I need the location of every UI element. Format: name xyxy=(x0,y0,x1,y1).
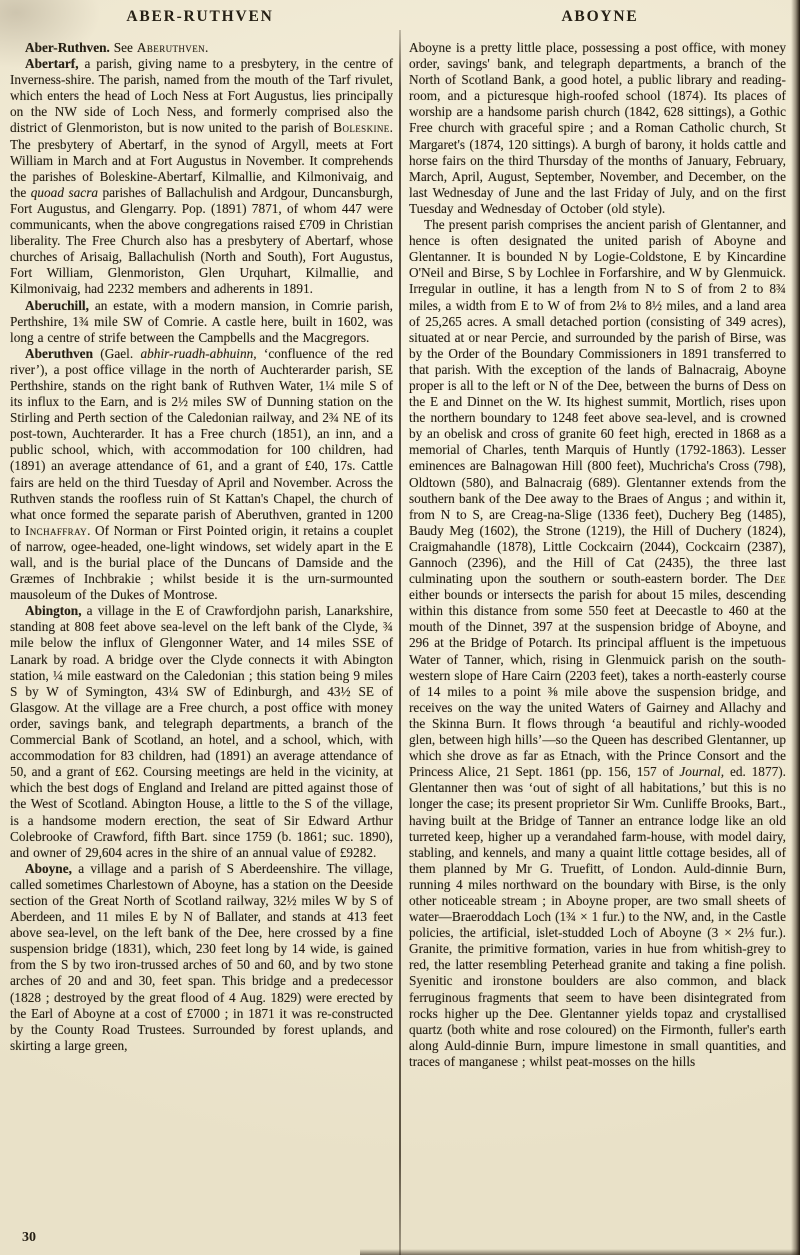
text-segment-plain: a village in the E of Crawfordjohn parish, Lanarkshire, standing at 808 feet above sea-level on the left bank of the Clyde, ¾ mile below the influx of Glengonner Water, and 14 miles SSE of Lanark by road. A bridge over the Clyde connects it with Abington station, ¼ mile eastward on the Caledonian ; this station being 9 miles S by W of Symington, 43¼ SW of Edinburgh, and 43½ SE of Glasgow. At the village are a Free church, a post office with money order, savings bank, and telegraph departments, a branch of the Commercial Bank of Scotland, an hotel, and a school, which, with accommodation for 83 children, had (1891) an average attendance of 50, and a grant of £62. Coursing meetings are held in the vicinity, at which the best dogs of England and Ireland are pitted against those of the West of Scotland. Abington House, a little to the S of the village, is a handsome modern erection, the seat of Sir Edward Arthur Colebrooke of Crawford, fifth Bart. since 1759 (b. 1861; suc. 1890), and owner of 29,604 acres in the shire of an annual value of £9282. xyxy=(10,603,393,860)
text-segment-italic: abhir-ruadh-abhuinn, xyxy=(140,345,257,361)
entry-paragraph xyxy=(409,40,786,217)
text-segment-bold: Aboyne, xyxy=(25,860,72,876)
text-segment-smallcaps: Dee xyxy=(764,571,786,587)
column-left-text xyxy=(10,40,393,1054)
running-head-left: ABER-RUTHVEN xyxy=(126,8,274,25)
entry-paragraph xyxy=(10,603,393,861)
text-segment-italic: Journal, xyxy=(679,764,725,780)
entry-paragraph xyxy=(10,56,393,297)
running-heads xyxy=(0,8,800,26)
text-segment-plain: a village and a parish of S Aberdeenshire. The village, called sometimes Charlestown of Aboyne, has a station on the Deeside section of the Great North of Scotland railway, 32½ miles W by S of Aberdeen, and 11 miles E by N of Ballater, and stands at 413 feet above sea-level, on the left bank of the Dee, here crossed by a fine suspension bridge (1831), which, 230 feet long by 14 wide, is gained from the S by two iron-trussed arches of 50 and 60, and by two stone arches of 20 and and 30, feet span. This bridge and a predecessor (1828 ; destroyed by the great flood of 4 Aug. 1829) were erected by the Earl of Aboyne at a cost of £7000 ; in 1871 it was re-constructed by the County Road Trustees. Surrounded by forest uplands, and skirting a large green, xyxy=(10,860,393,1053)
text-segment-plain: Aboyne is a pretty little place, possessing a post office, with money order, savings' bank, and telegraph departments, a branch of the North of Scotland Bank, a good hotel, a public library and reading-room, and a picturesque high-roofed school (1874). Its places of worship are a handsome parish church (1842, 628 sittings), a Gothic Free church with graceful spire ; and a Roman Catholic church, St Margaret's (1874, 120 sittings). A burgh of barony, it holds cattle and horse fairs on the third Thursday of the months of January, February, March, April, August, September, November, and December, on the last Wednesday of June and the last Friday of July, and on the first Tuesday and Wednesday of October (old style). xyxy=(409,40,786,216)
text-segment-bold: Abington, xyxy=(25,603,82,619)
text-segment-smallcaps: Boleskine xyxy=(333,120,390,136)
page-edge-shadow-bottom xyxy=(360,1249,800,1255)
text-segment-plain: The present parish comprises the ancient parish of Glentanner, and hence is often designated the united parish of Aboyne and Glentanner. It is bounded N by Logie-Coldstone, E by Kincardine O'Neil and Birse, S by Lochlee in Forfarshire, and W by Glenmuick. Irregular in outline, it has a length from N to S of from 2 to 8¾ miles, a width from E to W of from 2⅛ to 8½ miles, and a land area of 25,265 acres. A small detached portion (consisting of 349 acres), situated at or near Percie, and surrounded by the parish of Birse, was by the Order of the Boundary Commissioners in 1891 transferred to that parish. With the exception of the lands of Balnacraig, Aboyne proper is all to the left or N of the Dee, between the burns of Dess on the E and Dinnet on the W. Its highest summit, Mortlich, rises upon the northern boundary to 1248 feet above sea-level, and is crowned by an obelisk and cross of granite 60 feet high, erected in 1868 as a memorial of Charles, tenth Marquis of Huntly (1792-1863). Lesser eminences are Balnagowan Hill (800 feet), Muchricha's Cross (798), Oldtown (580), and Balnacraig (689). Glentanner extends from the southern bank of the Dee away to the Braes of Angus ; and within it, from N to S, are Creag-na-Slige (1336 feet), Duchery Beg (1485), Baudy Meg (1602), the Strone (1219), the Hill of Duchery (1824), Craigmahandle (1878), Little Cockcairn (2044), Cockcairn (2387), Gannoch (2396), and the Hill of Cat (2435), the three last culminating upon the southern or south-eastern border. The xyxy=(409,217,787,587)
text-segment-smallcaps: Inchaffray xyxy=(24,522,88,538)
text-segment-plain: ‘confluence of the red river’), a post office village in the north of Auchterarder parish, SE Perthshire, stands on the right bank of Ruthven Water, 1¼ mile S of its influx to the Earn, and is 2½ miles SW of Dunning station on the Stirling and Perth section of the Caledonian railway, and 2¾ NE of its post-town, Auchterarder. It has a Free church (1851), an inn, and a public school, which, with accommodation for 100 children, had (1891) an average attendance of 61, and a grant of £40, 17s. Cattle fairs are held on the third Tuesday of April and November. Across the Ruthven stands the roofless ruin of St Kattan's Chapel, the church of what once formed the separate parish of Aberuthven, granted in 1200 to xyxy=(10,345,393,538)
text-segment-bold: Aberuthven xyxy=(25,345,93,361)
text-segment-plain: ed. 1877). Glentanner then was ‘out of sight of all habitations,’ but this is no longer the case; its present proprietor Sir Wm. Cunliffe Brooks, Bart., having built at the Bridge of Tanner an entrance lodge like an old turreted keep, higher up a verandahed farm-house, with model dairy, stabling, and kennels, and many a quaint little cottage besides, all of them planned by Mr G. Truefitt, of London. Auld-dinnie Burn, running 4 miles northward on the boundary with Birse, is the only other noticeable stream ; in Aboyne proper, are two small sheets of water—Braeroddach Loch (1¾ × 1 fur.) to the NW, and, in the Castle policies, the artificial, islet-studded Loch of Aboyne (3 × 2⅓ fur.). Granite, the primitive formation, varies in hue from whitish-grey to red, the latter resembling Peterhead granite and taking a fine polish. Syenitic and ironstone boulders are also common, and black ferruginous fragments that seem to have been disintegrated from rocks higher up the Dee. Glentanner yields topaz and crystallised quartz (both white and rose coloured) on the Firmonth, fuller's earth along Auld-dinnie Burn, impure limestone in small quantities, and traces of manganese ; whilst peat-mosses on the hills xyxy=(409,764,787,1069)
page-number: 30 xyxy=(22,1230,36,1245)
column-divider-rule xyxy=(399,30,401,1255)
text-segment-bold: Aberuchill, xyxy=(25,297,89,313)
running-head-right: ABOYNE xyxy=(561,8,639,25)
text-segment-smallcaps: Aberuthven xyxy=(136,40,205,55)
entry-paragraph xyxy=(10,346,393,604)
entry-paragraph xyxy=(10,861,393,1054)
entry-paragraph xyxy=(10,40,393,56)
text-segment-plain: . xyxy=(205,40,209,55)
text-segment-plain: See xyxy=(109,40,137,55)
text-segment-plain: . The presbytery of Abertarf, in the synod of Argyll, meets at Fort William in March and at Fort Augustus in November. It comprehends the parishes of Boleskine-Abertarf, Kilmallie, and Kilmonivaig, and the xyxy=(10,120,393,200)
text-segment-plain: . Of Norman or First Pointed origin, it retains a couplet of narrow, ogee-headed, one-light windows, set widely apart in the E wall, and is the burial place of the Duncans of Damside and the Græmes of Inchbrakie ; whilst beside it is the urn-surmounted mausoleum of the Dukes of Montrose. xyxy=(10,522,393,603)
text-segment-plain: (Gael. xyxy=(92,345,141,361)
text-segment-plain: either bounds or intersects the parish for about 15 miles, descending within this distance from some 550 feet at Deecastle to 460 at the mouth of the Dinnet, 397 at the suspension bridge of Aboyne, and 296 at the Bridge of Potarch. Its principal affluent is the impetuous Water of Tanner, which, rising in Glenmuick parish on the south-western slope of Hare Cairn (2203 feet), takes a north-easterly course of 14 miles to a point ⅜ mile above the suspension bridge, and receives on the way the united Waters of Gairney and Allachy and the Skinna Burn. It flows through ‘a beautiful and richly-wooded glen, between high hills’—so the Queen has described Glentanner, up which she drove as far as Etnach, with the Prince Consort and the Princess Alice, 21 Sept. 1861 (pp. 156, 157 of xyxy=(409,587,786,780)
text-segment-bold: Aber-Ruthven. xyxy=(25,40,110,55)
text-segment-plain: an estate, with a modern mansion, in Comrie parish, Perthshire, 1¾ mile SW of Comrie. A castle here, built in 1602, was long a centre of strife between the Campbells and the Macgregors. xyxy=(10,297,393,345)
column-right-text xyxy=(409,40,786,1070)
entry-paragraph xyxy=(409,217,786,1070)
page-edge-shadow-right xyxy=(791,0,800,1255)
text-segment-bold: Abertarf, xyxy=(25,56,79,72)
text-segment-plain: a parish, giving name to a presbytery, in the centre of Inverness-shire. The parish, named from the mouth of the Tarf rivulet, which enters the head of Loch Ness at Fort Augustus, lies principally on the NW side of Loch Ness, and formerly comprised also the district of Glenmoriston, but is now united to the parish of xyxy=(10,56,393,136)
entry-paragraph xyxy=(10,298,393,346)
text-segment-italic: quoad sacra xyxy=(30,184,99,200)
text-segment-plain: parishes of Ballachulish and Ardgour, Duncansburgh, Fort Augustus, and Glengarry. Pop. (1891) 7871, of whom 447 were communicants, when the above congregations raised £709 in Christian liberality. The Free Church also has a presbytery of Abertarf, whose churches of Arisaig, Ballachulish (North and South), Fort Augustus, Fort William, Glenmoriston, Glen Urquhart, Kilmallie, and Kilmonivaig, had 2232 members and adherents in 1891. xyxy=(10,184,393,297)
